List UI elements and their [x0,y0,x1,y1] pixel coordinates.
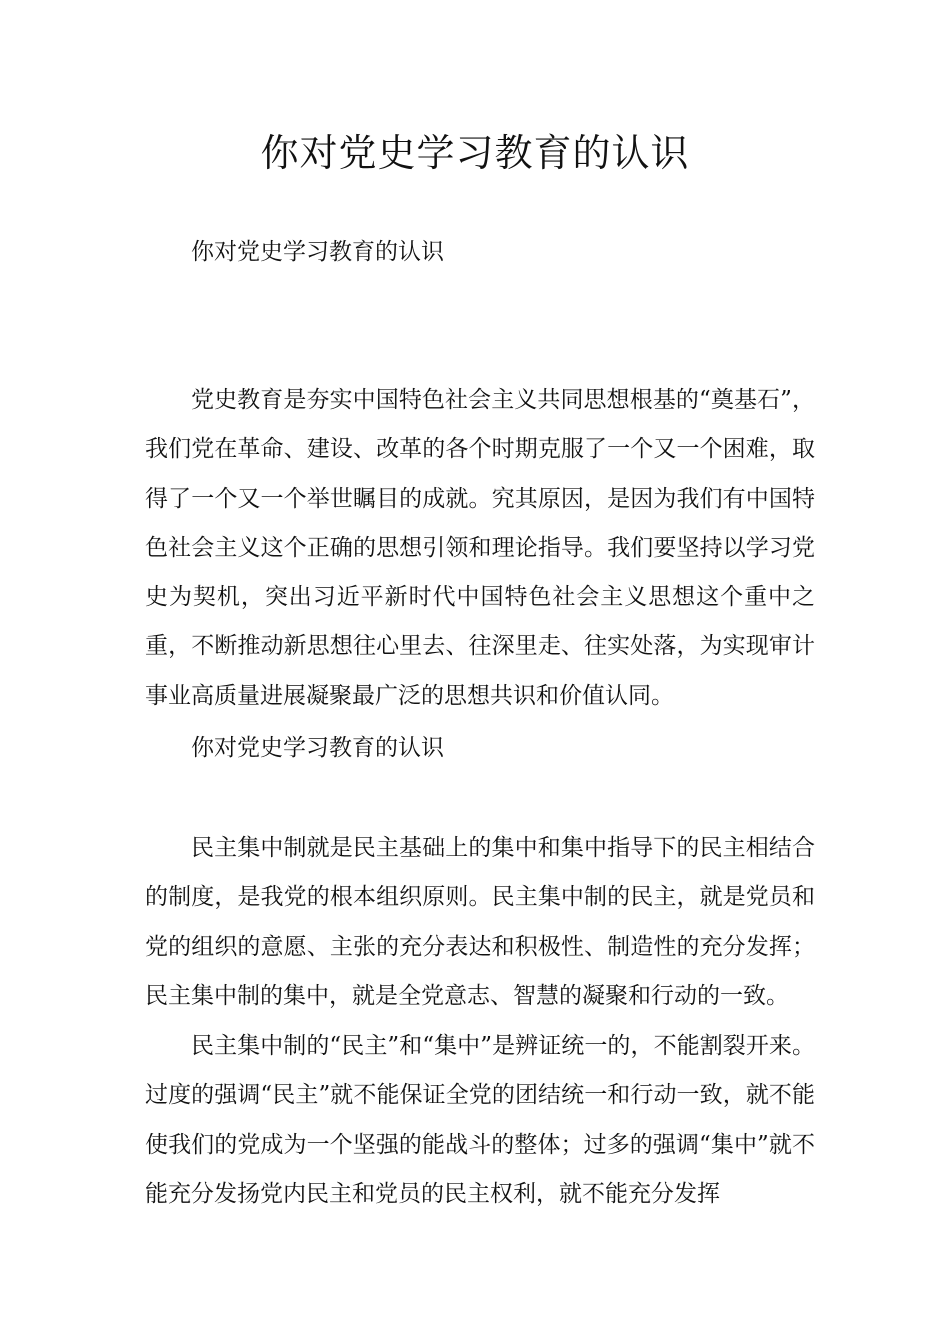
section-2-paragraph-2: 民主集中制的“民主”和“集中”是辨证统一的，不能割裂开来。过度的强调“民主”就不能保证全党的团结统一和行动一致，就不能使我们的党成为一个坚强的能战斗的整体；过多的强调“集中”就不能充分发扬党内民主和党员的民主权利，就不能充分发挥 [145,1033,815,1207]
section-heading-1: 你对党史学习教育的认识 [191,239,444,265]
section-1-paragraph-1: 党史教育是夯实中国特色社会主义共同思想根基的“奠基石”，我们党在革命、建设、改革的各个时期克服了一个又一个困难，取得了一个又一个举世瞩目的成就。究其原因，是因为我们有中国特色社会主义这个正确的思想引领和理论指导。我们要坚持以学习党史为契机，突出习近平新时代中国特色社会主义思想这个重中之重，不断推动新思想往心里去、往深里走、往实处落，为实现审计事业高质量进展凝聚最广泛的思想共识和价值认同。 [145,387,815,709]
document-title: 你对党史学习教育的认识 [260,131,690,175]
section-2-paragraph-1: 民主集中制就是民主基础上的集中和集中指导下的民主相结合的制度，是我党的根本组织原则。民主集中制的民主，就是党员和党的组织的意愿、主张的充分表达和积极性、制造性的充分发挥；民主集中制的集中，就是全党意志、智慧的凝聚和行动的一致。 [145,835,815,1009]
section-heading-2: 你对党史学习教育的认识 [191,735,444,761]
